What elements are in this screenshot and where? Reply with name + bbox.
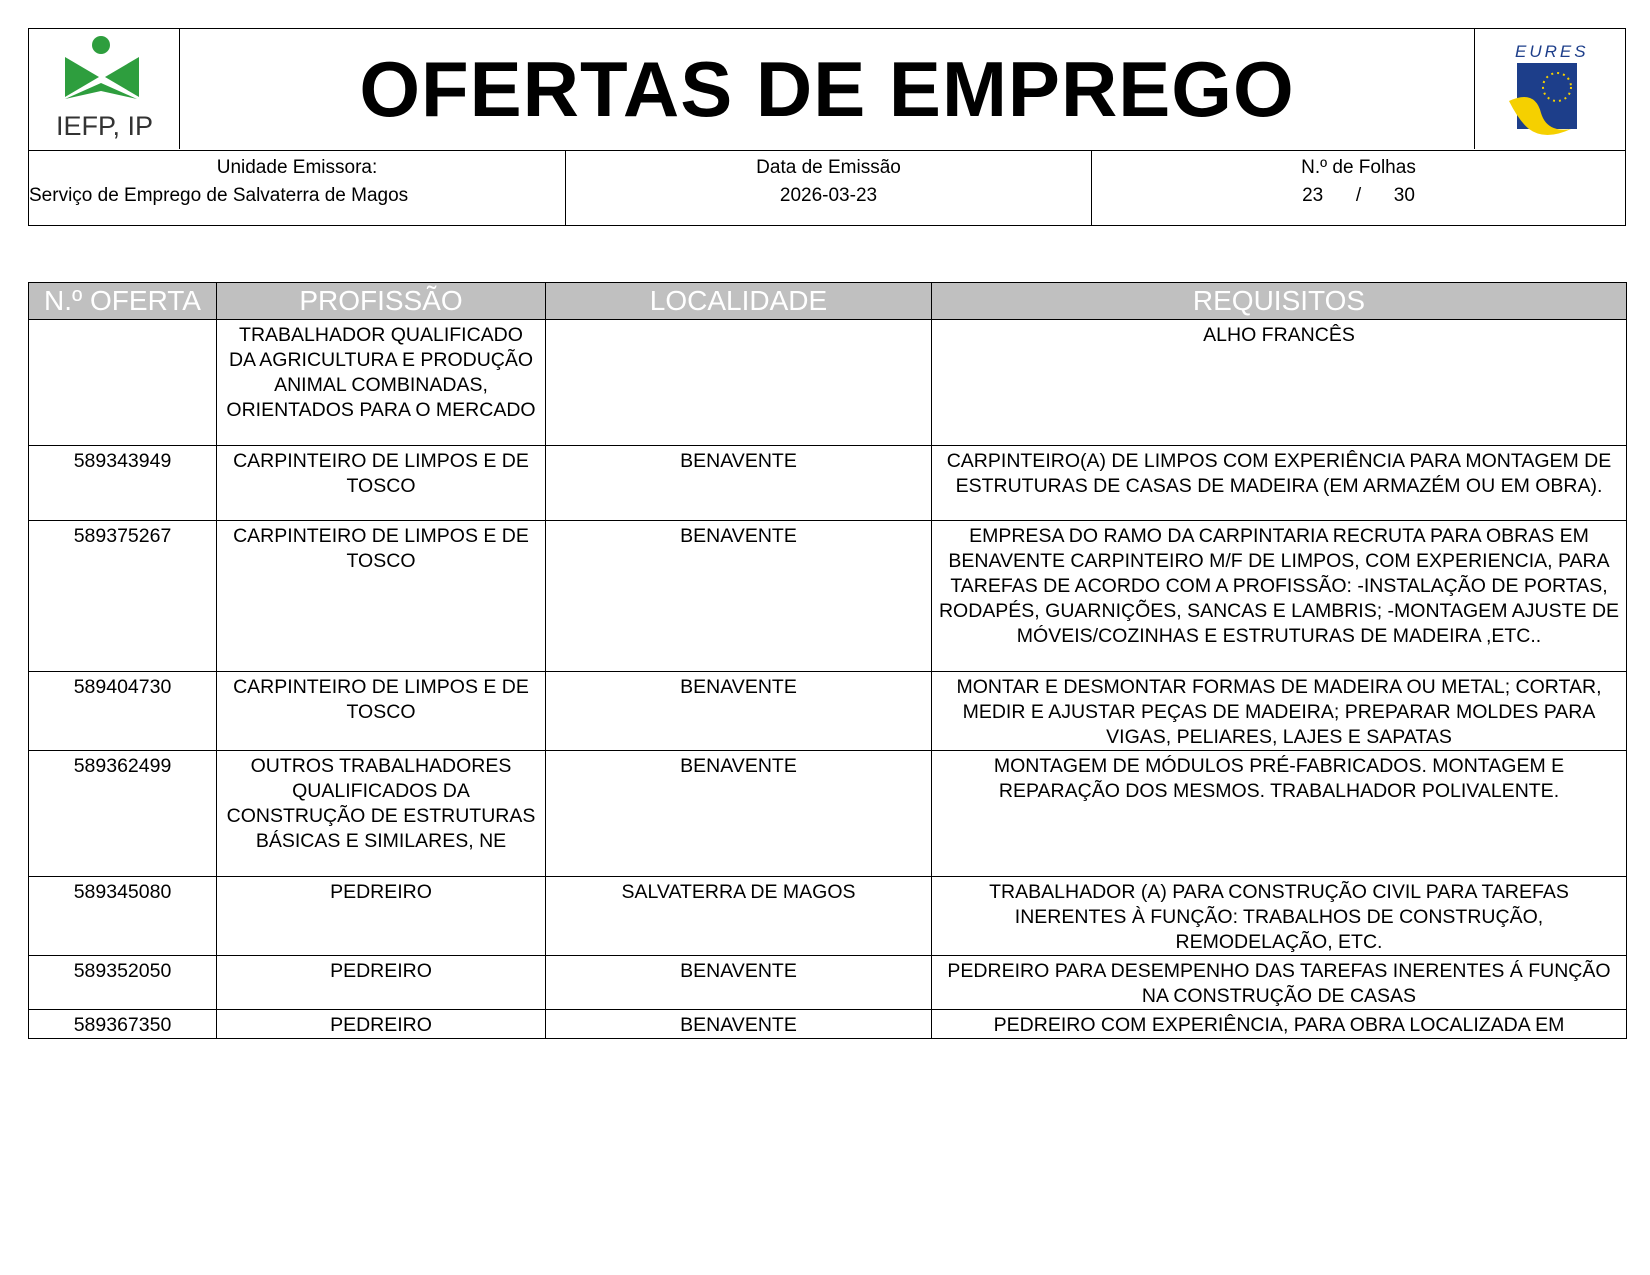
offer-location: BENAVENTE bbox=[546, 672, 932, 751]
page-title: OFERTAS DE EMPREGO bbox=[359, 44, 1295, 133]
offer-location: BENAVENTE bbox=[546, 446, 932, 521]
offer-profession: CARPINTEIRO DE LIMPOS E DE TOSCO bbox=[217, 672, 546, 751]
table-row bbox=[29, 320, 1627, 446]
offer-profession: CARPINTEIRO DE LIMPOS E DE TOSCO bbox=[217, 446, 546, 521]
offer-location: BENAVENTE bbox=[546, 1010, 932, 1039]
offer-number: 589367350 bbox=[29, 1010, 217, 1039]
offer-requirements: PEDREIRO COM EXPERIÊNCIA, PARA OBRA LOCALIZADA EM bbox=[932, 1010, 1627, 1039]
offer-location: BENAVENTE bbox=[546, 956, 932, 1010]
eures-logo-icon bbox=[1475, 29, 1626, 149]
table-row bbox=[29, 1010, 1627, 1039]
offer-requirements: ALHO FRANCÊS bbox=[932, 320, 1627, 446]
column-header-requisitos: REQUISITOS bbox=[932, 283, 1627, 320]
data-emissao-cell bbox=[566, 151, 1092, 225]
offer-requirements: CARPINTEIRO(A) DE LIMPOS COM EXPERIÊNCIA PARA MONTAGEM DE ESTRUTURAS DE CASAS DE MADEIRA (EM ARMAZÉM OU EM OBRA). bbox=[932, 446, 1627, 521]
offer-number: 589375267 bbox=[29, 521, 217, 672]
data-emissao-label: Data de Emissão bbox=[756, 157, 901, 178]
header-info-row bbox=[29, 151, 1625, 225]
offer-number: 589404730 bbox=[29, 672, 217, 751]
offer-requirements: MONTAGEM DE MÓDULOS PRÉ-FABRICADOS. MONTAGEM E REPARAÇÃO DOS MESMOS. TRABALHADOR POLIVALENTE. bbox=[932, 751, 1627, 877]
data-emissao-value: 2026-03-23 bbox=[779, 185, 878, 206]
offer-location: SALVATERRA DE MAGOS bbox=[546, 877, 932, 956]
offer-requirements: MONTAR E DESMONTAR FORMAS DE MADEIRA OU METAL; CORTAR, MEDIR E AJUSTAR PEÇAS DE MADEIRA; PREPARAR MOLDES PARA VIGAS, PELIARES, LAJES E SAPATAS bbox=[932, 672, 1627, 751]
offer-requirements: EMPRESA DO RAMO DA CARPINTARIA RECRUTA PARA OBRAS EM BENAVENTE CARPINTEIRO M/F DE LIMPOS, COM EXPERIENCIA, PARA TAREFAS DE ACORDO COM A PROFISSÃO: -INSTALAÇÃO DE PORTAS, RODAPÉS, GUARNIÇÕES, SANCAS E LAMBRIS; -MONTAGEM AJUSTE DE MÓVEIS/COZINHAS E ESTRUTURAS DE MADEIRA ,ETC.. bbox=[932, 521, 1627, 672]
unidade-emissora-value: Serviço de Emprego de Salvaterra de Magos bbox=[29, 185, 409, 206]
job-offers-table bbox=[28, 282, 1627, 1039]
offer-profession: CARPINTEIRO DE LIMPOS E DE TOSCO bbox=[217, 521, 546, 672]
column-header-numero: N.º OFERTA bbox=[29, 283, 217, 320]
offer-location bbox=[546, 320, 932, 446]
offer-number: 589352050 bbox=[29, 956, 217, 1010]
folhas-separator: / bbox=[1355, 185, 1362, 206]
offer-profession: PEDREIRO bbox=[217, 956, 546, 1010]
offer-location: BENAVENTE bbox=[546, 521, 932, 672]
folhas-cell bbox=[1092, 151, 1625, 225]
offer-location: BENAVENTE bbox=[546, 751, 932, 877]
offer-requirements: TRABALHADOR (A) PARA CONSTRUÇÃO CIVIL PARA TAREFAS INERENTES À FUNÇÃO: TRABALHOS DE CONSTRUÇÃO, REMODELAÇÃO, ETC. bbox=[932, 877, 1627, 956]
offer-profession: PEDREIRO bbox=[217, 1010, 546, 1039]
folhas-total: 30 bbox=[1393, 185, 1415, 206]
table-row bbox=[29, 751, 1627, 877]
unidade-emissora-label: Unidade Emissora: bbox=[216, 157, 378, 178]
document-header bbox=[28, 28, 1626, 226]
offer-requirements: PEDREIRO PARA DESEMPENHO DAS TAREFAS INERENTES Á FUNÇÃO NA CONSTRUÇÃO DE CASAS bbox=[932, 956, 1627, 1010]
offer-profession: PEDREIRO bbox=[217, 877, 546, 956]
iefp-logo bbox=[29, 29, 180, 149]
iefp-logo-text: IEFP, IP bbox=[55, 111, 154, 141]
folhas-current: 23 bbox=[1302, 185, 1324, 206]
offer-number: 589345080 bbox=[29, 877, 217, 956]
folhas-value bbox=[1092, 182, 1625, 210]
table-row bbox=[29, 521, 1627, 672]
table-row bbox=[29, 446, 1627, 521]
offer-profession: OUTROS TRABALHADORES QUALIFICADOS DA CONSTRUÇÃO DE ESTRUTURAS BÁSICAS E SIMILARES, NE bbox=[217, 751, 546, 877]
column-header-localidade: LOCALIDADE bbox=[546, 283, 932, 320]
offer-number: 589362499 bbox=[29, 751, 217, 877]
iefp-logo-icon bbox=[29, 29, 180, 115]
table-row bbox=[29, 672, 1627, 751]
folhas-label: N.º de Folhas bbox=[1301, 157, 1416, 178]
eures-logo-text: EURES bbox=[1515, 42, 1589, 61]
table-header-row bbox=[29, 283, 1627, 320]
header-title-row bbox=[29, 29, 1625, 151]
offer-number bbox=[29, 320, 217, 446]
offer-number: 589343949 bbox=[29, 446, 217, 521]
column-header-profissao: PROFISSÃO bbox=[217, 283, 546, 320]
table-row bbox=[29, 956, 1627, 1010]
table-row bbox=[29, 877, 1627, 956]
eures-logo bbox=[1474, 29, 1625, 149]
offer-profession: TRABALHADOR QUALIFICADO DA AGRICULTURA E PRODUÇÃO ANIMAL COMBINADAS, ORIENTADOS PARA O MERCADO bbox=[217, 320, 546, 446]
unidade-emissora-cell bbox=[29, 151, 566, 225]
